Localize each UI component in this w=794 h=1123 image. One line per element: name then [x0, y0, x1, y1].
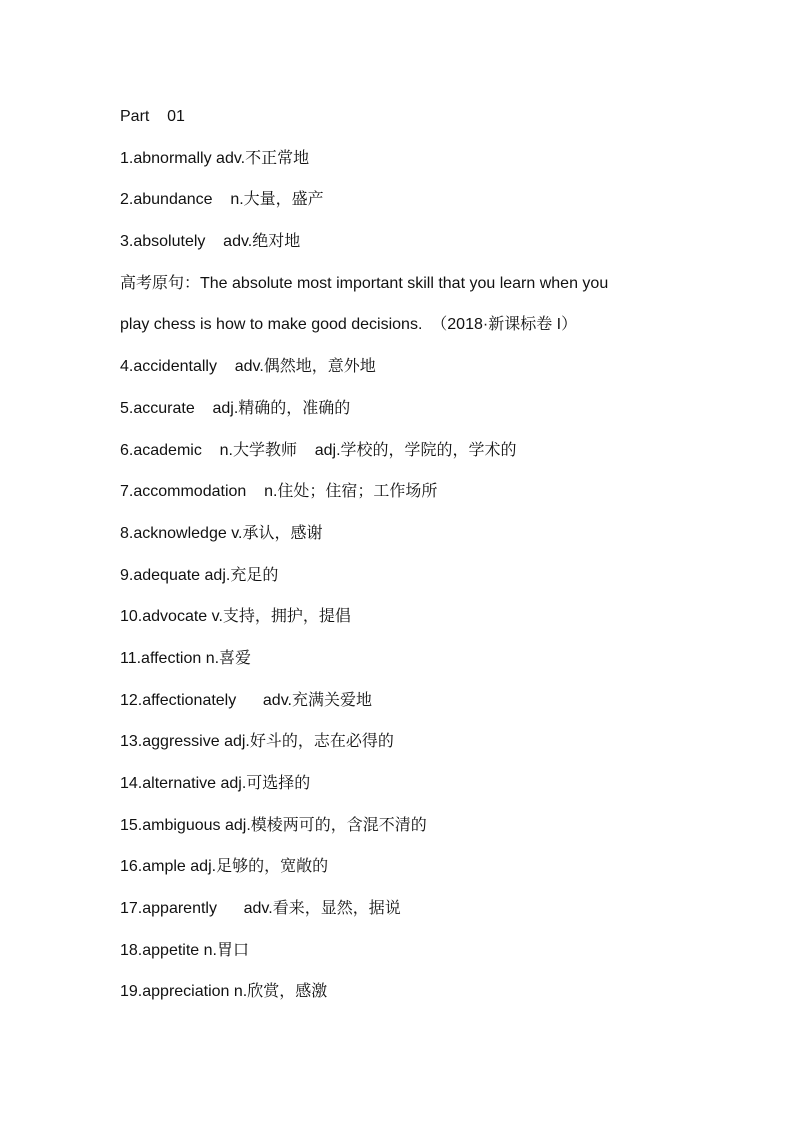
vocabulary-list: [120, 104, 700, 1021]
vocab-line-18: 18.appetite n.胃口: [120, 941, 249, 959]
vocab-line-17: 17.apparently adv.看来，显然，据说: [120, 900, 401, 918]
vocab-line-14: 14.alternative adj.可选择的: [120, 775, 311, 792]
vocab-line-10: 10.advocate v.支持，拥护，提倡: [120, 608, 351, 626]
vocab-line-2: 2.abundance n.大量，盛产: [120, 191, 324, 209]
vocab-line-19: 19.appreciation n.欣赏，感激: [120, 983, 328, 1001]
exam-sentence-line-1: 高考原句：The absolute most important skill that you learn when you: [120, 274, 609, 292]
exam-sentence-line-2: play chess is how to make good decisions. （2018·新课标卷 I）: [120, 316, 578, 334]
vocab-line-13: 13.aggressive adj.好斗的，志在必得的: [120, 733, 394, 751]
vocab-line-5: 5.accurate adj.精确的，准确的: [120, 399, 351, 417]
vocab-line-9: 9.adequate adj.充足的: [120, 566, 279, 584]
vocab-line-12: 12.affectionately adv.充满关爱地: [120, 691, 372, 709]
vocab-line-1: 1.abnormally adv.不正常地: [120, 149, 310, 167]
vocab-line-4: 4.accidentally adv.偶然地，意外地: [120, 358, 376, 376]
vocab-line-8: 8.acknowledge v.承认，感谢: [120, 524, 323, 542]
vocab-line-6: 6.academic n.大学教师 adj.学校的，学院的，学术的: [120, 441, 517, 459]
part-heading: Part 01: [120, 108, 185, 125]
vocab-line-11: 11.affection n.喜爱: [120, 649, 252, 667]
vocab-line-15: 15.ambiguous adj.模棱两可的，含混不清的: [120, 816, 427, 834]
vocab-line-3: 3.absolutely adv.绝对地: [120, 233, 301, 251]
vocab-line-7: 7.accommodation n.住处；住宿；工作场所: [120, 483, 438, 501]
vocab-line-16: 16.ample adj.足够的，宽敞的: [120, 858, 329, 876]
